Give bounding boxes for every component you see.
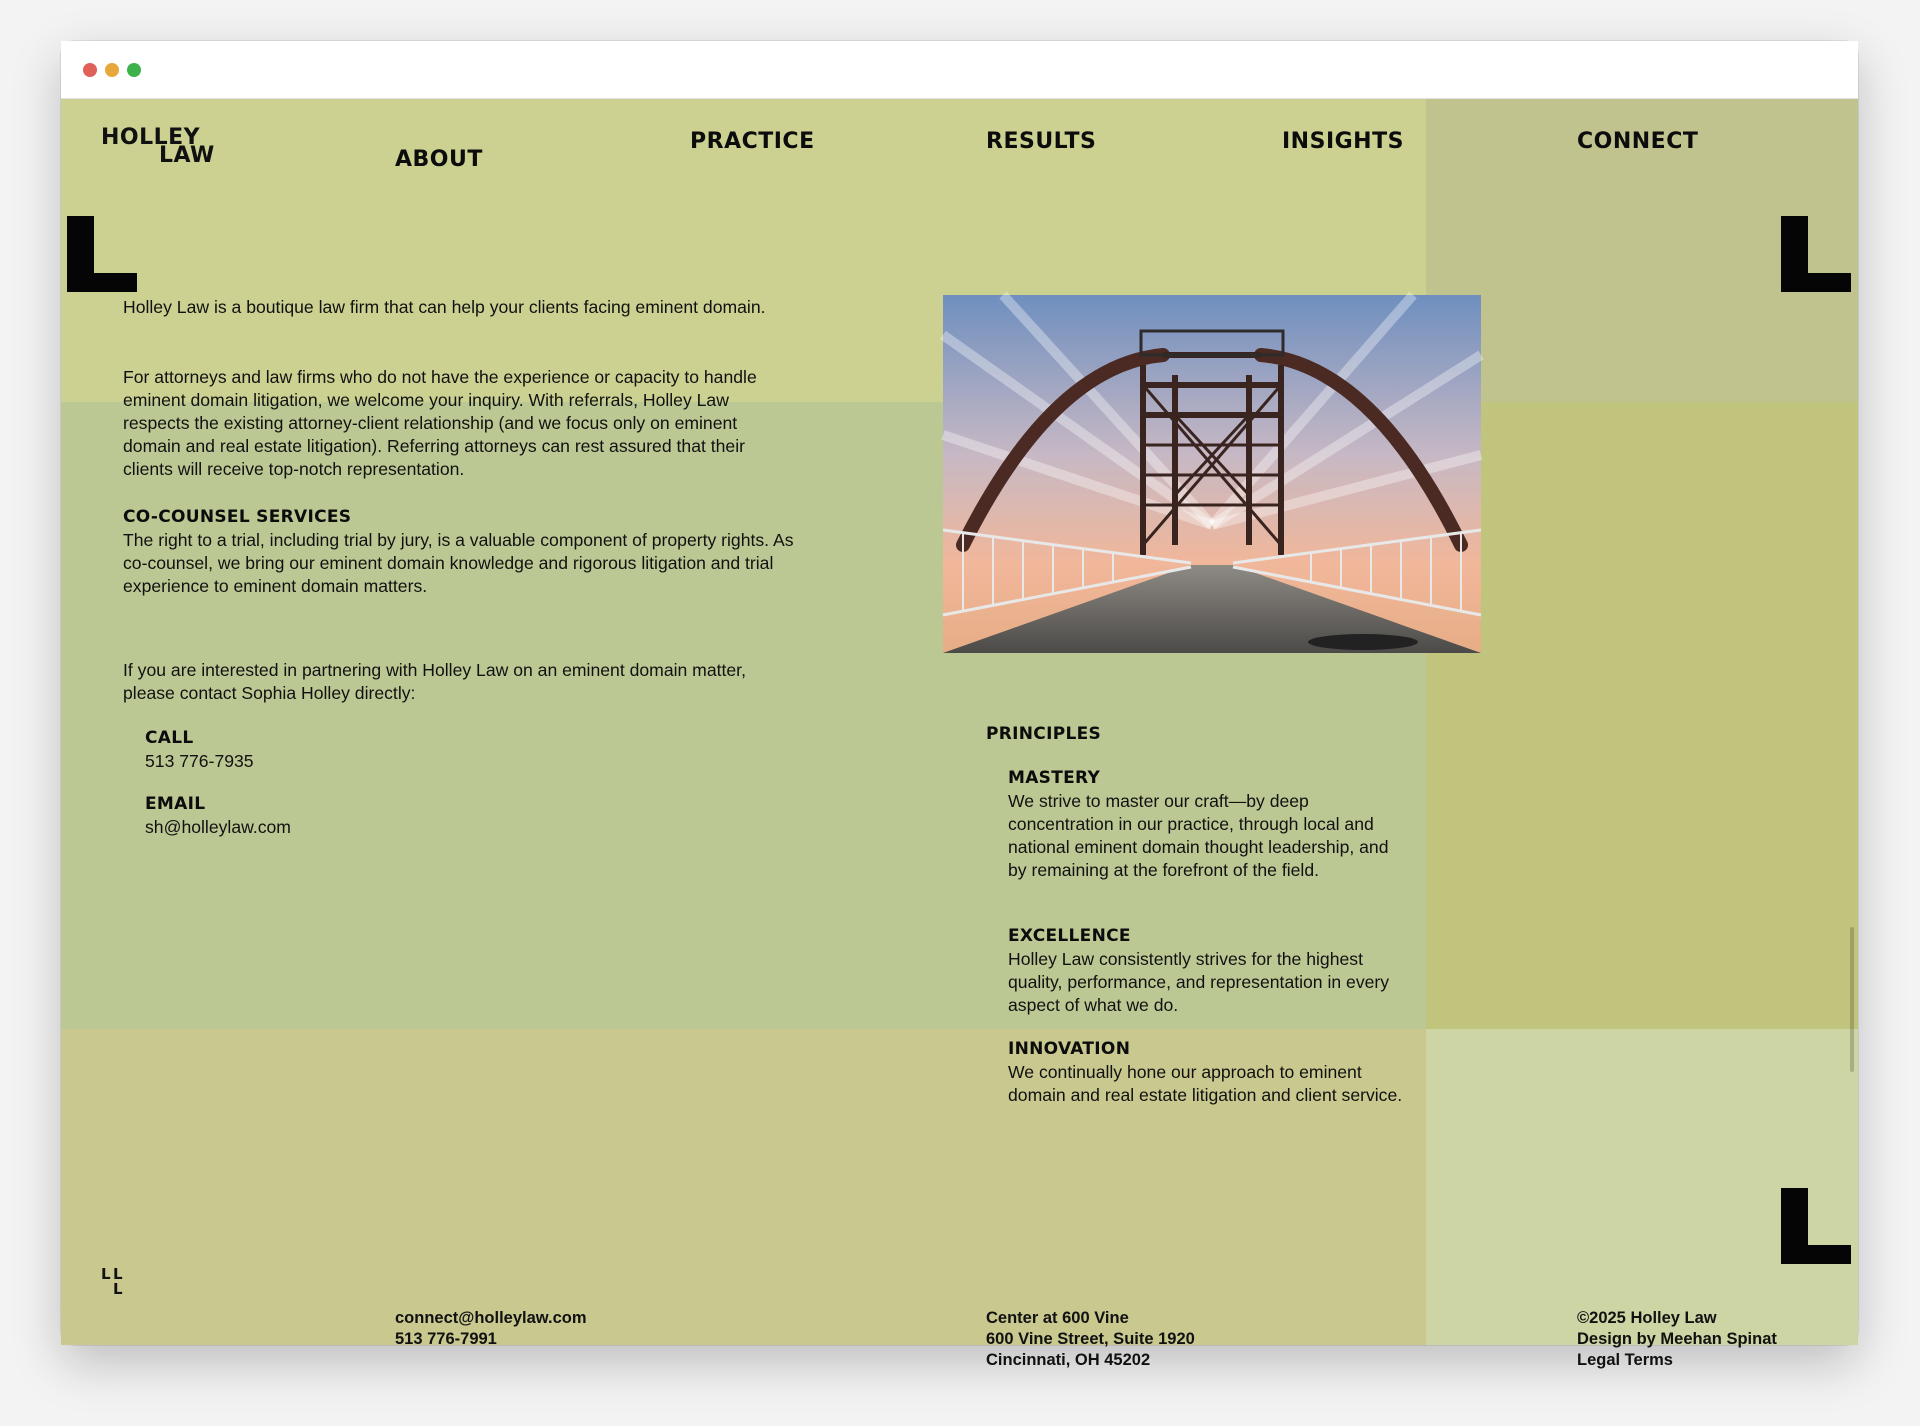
cocounsel-heading: CO-COUNSEL SERVICES bbox=[123, 507, 352, 527]
principle-excellence bbox=[1008, 925, 1408, 1017]
call-block bbox=[145, 727, 445, 773]
window-titlebar bbox=[61, 41, 1858, 99]
footer-phone-link[interactable]: 513 776-7991 bbox=[395, 1330, 497, 1348]
ll-monogram-icon[interactable]: L L L bbox=[101, 1265, 123, 1298]
principle-mastery bbox=[1008, 767, 1408, 882]
nav-practice[interactable]: PRACTICE bbox=[690, 129, 815, 154]
legal-terms-link[interactable]: Legal Terms bbox=[1577, 1351, 1673, 1369]
principle-title: INNOVATION bbox=[1008, 1039, 1131, 1059]
maximize-window-button[interactable] bbox=[127, 63, 141, 77]
principle-title: MASTERY bbox=[1008, 768, 1101, 788]
referrals-paragraph: For attorneys and law firms who do not have the experience or capacity to handle eminent domain litigation, we welcome your inquiry. With referrals, Holley Law respects the existing attorney-client relationship (and we focus only on eminent domain and real estate litigation). Referring attorneys can rest assured that their clients will receive top-notch representation. bbox=[123, 367, 757, 479]
bridge-photo bbox=[943, 295, 1481, 653]
cocounsel-section bbox=[123, 506, 813, 598]
color-block-middle-right bbox=[1426, 402, 1858, 1029]
footer-contact bbox=[395, 1308, 587, 1350]
color-block-bottom-right bbox=[1426, 1029, 1858, 1345]
design-credit-link[interactable]: Design by Meehan Spinat bbox=[1577, 1330, 1777, 1348]
page-content bbox=[61, 99, 1858, 1369]
logo-line-1: HOLLEY bbox=[101, 125, 201, 150]
principles-heading: PRINCIPLES bbox=[986, 724, 1102, 744]
email-label: EMAIL bbox=[145, 794, 206, 814]
nav-results[interactable]: RESULTS bbox=[986, 129, 1097, 154]
cocounsel-text: The right to a trial, including trial by jury, is a valuable component of property rights. As co-counsel, we bring our eminent domain knowledge and rigorous litigation and trial experience to eminent domain matters. bbox=[123, 530, 794, 596]
letter-l-icon bbox=[1781, 1188, 1851, 1264]
copyright-text: ©2025 Holley Law bbox=[1577, 1309, 1717, 1327]
email-link[interactable]: sh@holleylaw.com bbox=[145, 817, 291, 837]
page-scrollbar[interactable] bbox=[1850, 927, 1854, 1072]
minimize-window-button[interactable] bbox=[105, 63, 119, 77]
intro-paragraph: Holley Law is a boutique law firm that can help your clients facing eminent domain. bbox=[123, 297, 766, 317]
site-logo[interactable] bbox=[101, 125, 215, 168]
letter-l-icon bbox=[67, 216, 137, 292]
letter-l-icon bbox=[1781, 216, 1851, 292]
principle-innovation bbox=[1008, 1038, 1408, 1107]
email-block bbox=[145, 793, 445, 839]
nav-connect[interactable]: CONNECT bbox=[1577, 129, 1699, 154]
address-line: Center at 600 Vine bbox=[986, 1309, 1129, 1327]
footer-address bbox=[986, 1308, 1195, 1371]
footer-credits bbox=[1577, 1308, 1777, 1371]
close-window-button[interactable] bbox=[83, 63, 97, 77]
address-line: 600 Vine Street, Suite 1920 bbox=[986, 1330, 1195, 1348]
principle-text: Holley Law consistently strives for the highest quality, performance, and representation in every aspect of what we do. bbox=[1008, 949, 1390, 1015]
footer-email-link[interactable]: connect@holleylaw.com bbox=[395, 1309, 587, 1327]
principle-title: EXCELLENCE bbox=[1008, 926, 1131, 946]
nav-insights[interactable]: INSIGHTS bbox=[1282, 129, 1404, 154]
contact-intro: If you are interested in partnering with Holley Law on an eminent domain matter, please contact Sophia Holley directly: bbox=[123, 660, 746, 703]
call-label: CALL bbox=[145, 728, 194, 748]
principle-text: We continually hone our approach to eminent domain and real estate litigation and client service. bbox=[1008, 1062, 1403, 1105]
call-phone-link[interactable]: 513 776-7935 bbox=[145, 751, 254, 771]
principle-text: We strive to master our craft—by deep concentration in our practice, through local and national eminent domain thought leadership, and by remaining at the forefront of the field. bbox=[1008, 791, 1389, 880]
logo-line-2: LAW bbox=[159, 143, 215, 168]
address-line: Cincinnati, OH 45202 bbox=[986, 1351, 1151, 1369]
browser-window bbox=[61, 41, 1858, 1369]
nav-about[interactable]: ABOUT bbox=[395, 147, 483, 172]
